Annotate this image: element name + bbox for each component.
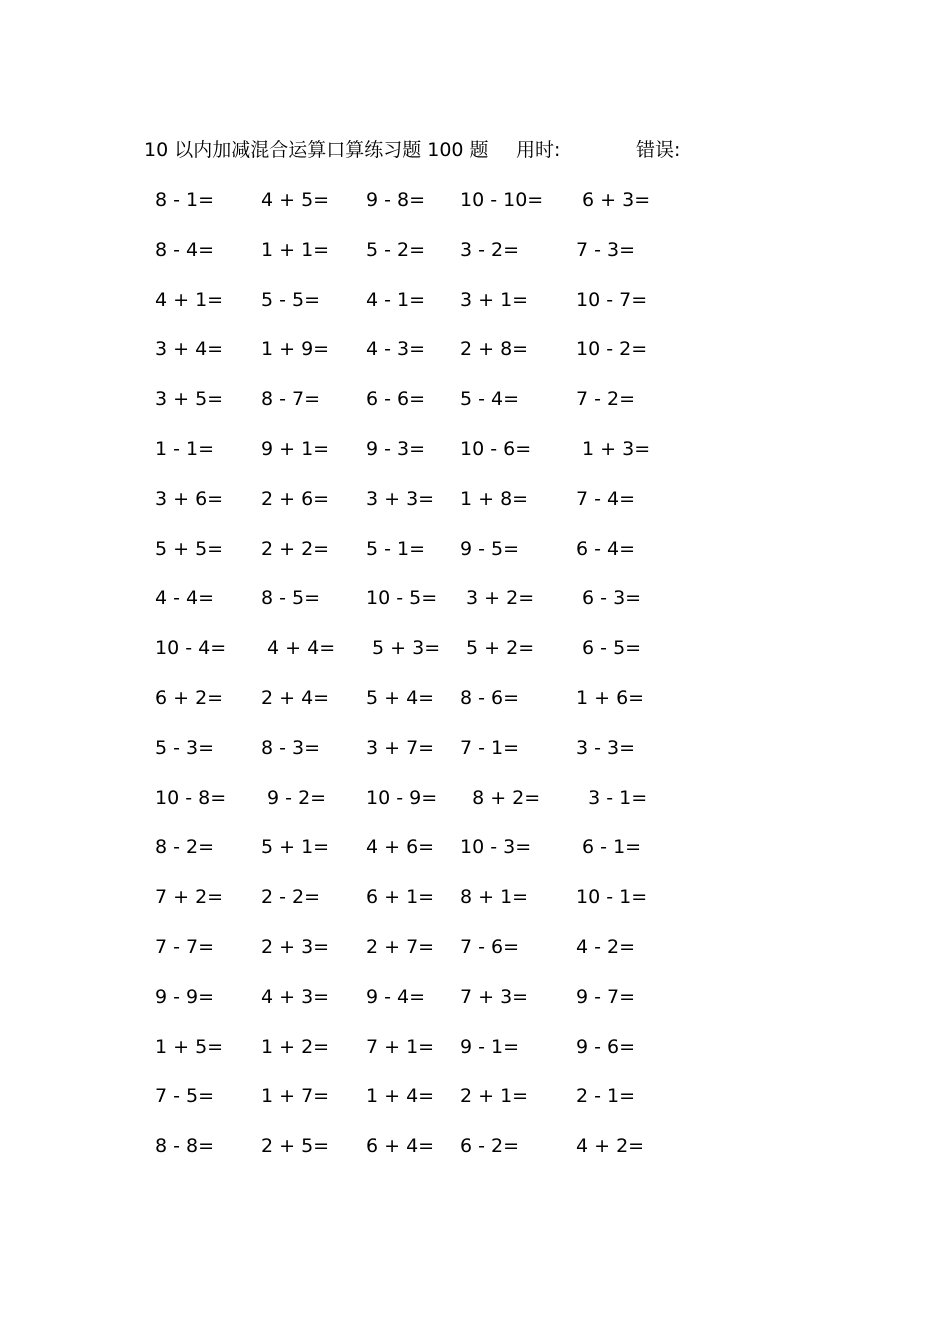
problem-row xyxy=(0,833,950,883)
arithmetic-problem: 7 + 2= xyxy=(155,886,224,909)
arithmetic-problem: 8 - 4= xyxy=(155,238,215,261)
arithmetic-problem: 10 - 7= xyxy=(576,288,648,311)
worksheet-title: 10 以内加减混合运算口算练习题 100 题 xyxy=(144,139,489,161)
problem-row xyxy=(0,485,950,535)
arithmetic-problem: 10 - 5= xyxy=(366,587,438,610)
problem-row xyxy=(0,335,950,385)
arithmetic-problem: 4 - 1= xyxy=(366,288,426,311)
arithmetic-problem: 2 + 5= xyxy=(261,1135,330,1158)
arithmetic-problem: 5 - 3= xyxy=(155,736,215,759)
problem-grid xyxy=(0,186,950,1182)
arithmetic-problem: 1 + 4= xyxy=(366,1085,435,1108)
arithmetic-problem: 9 - 4= xyxy=(366,985,426,1008)
arithmetic-problem: 1 + 7= xyxy=(261,1085,330,1108)
arithmetic-problem: 4 + 3= xyxy=(261,985,330,1008)
arithmetic-problem: 6 + 4= xyxy=(366,1135,435,1158)
arithmetic-problem: 5 + 2= xyxy=(460,637,535,660)
arithmetic-problem: 5 - 1= xyxy=(366,537,426,560)
arithmetic-problem: 3 - 1= xyxy=(576,786,648,809)
arithmetic-problem: 4 + 2= xyxy=(576,1135,645,1158)
problem-row xyxy=(0,933,950,983)
arithmetic-problem: 9 - 5= xyxy=(460,537,520,560)
arithmetic-problem: 10 - 6= xyxy=(460,437,532,460)
arithmetic-problem: 9 + 1= xyxy=(261,437,330,460)
arithmetic-problem: 8 - 1= xyxy=(155,189,215,211)
arithmetic-problem: 7 - 5= xyxy=(155,1085,215,1108)
problem-row xyxy=(0,435,950,485)
arithmetic-problem: 4 - 2= xyxy=(576,935,636,958)
arithmetic-problem: 7 - 2= xyxy=(576,388,636,411)
arithmetic-problem: 2 - 1= xyxy=(576,1085,636,1108)
arithmetic-problem: 7 - 3= xyxy=(576,238,636,261)
arithmetic-problem: 1 + 1= xyxy=(261,238,330,261)
arithmetic-problem: 3 - 2= xyxy=(460,238,520,261)
arithmetic-problem: 5 - 5= xyxy=(261,288,321,311)
arithmetic-problem: 10 - 1= xyxy=(576,886,648,909)
arithmetic-problem: 10 - 9= xyxy=(366,786,438,809)
arithmetic-problem: 9 - 1= xyxy=(460,1035,520,1058)
arithmetic-problem: 6 - 2= xyxy=(460,1135,520,1158)
arithmetic-problem: 5 + 4= xyxy=(366,686,435,709)
arithmetic-problem: 8 - 2= xyxy=(155,836,215,859)
problem-row xyxy=(0,535,950,585)
arithmetic-problem: 7 - 1= xyxy=(460,736,520,759)
arithmetic-problem: 6 - 1= xyxy=(576,836,642,859)
arithmetic-problem: 3 + 6= xyxy=(155,487,224,510)
arithmetic-problem: 8 - 6= xyxy=(460,686,520,709)
arithmetic-problem: 3 + 1= xyxy=(460,288,529,311)
problem-row xyxy=(0,1033,950,1083)
arithmetic-problem: 5 - 4= xyxy=(460,388,520,411)
problem-row xyxy=(0,286,950,336)
problem-row xyxy=(0,734,950,784)
arithmetic-problem: 2 + 8= xyxy=(460,338,529,361)
arithmetic-problem: 1 + 9= xyxy=(261,338,330,361)
arithmetic-problem: 4 - 4= xyxy=(155,587,215,610)
arithmetic-problem: 4 + 1= xyxy=(155,288,224,311)
arithmetic-problem: 2 + 2= xyxy=(261,537,330,560)
arithmetic-problem: 7 + 1= xyxy=(366,1035,435,1058)
arithmetic-problem: 9 - 3= xyxy=(366,437,426,460)
arithmetic-problem: 3 + 4= xyxy=(155,338,224,361)
arithmetic-problem: 9 - 9= xyxy=(155,985,215,1008)
arithmetic-problem: 7 - 7= xyxy=(155,935,215,958)
arithmetic-problem: 1 + 6= xyxy=(576,686,645,709)
problem-row xyxy=(0,584,950,634)
arithmetic-problem: 9 - 8= xyxy=(366,189,426,211)
arithmetic-problem: 10 - 4= xyxy=(155,637,227,660)
arithmetic-problem: 4 - 3= xyxy=(366,338,426,361)
error-count-label: 错误: xyxy=(636,139,681,161)
arithmetic-problem: 6 - 6= xyxy=(366,388,426,411)
arithmetic-problem: 8 - 5= xyxy=(261,587,321,610)
arithmetic-problem: 2 + 1= xyxy=(460,1085,529,1108)
problem-row xyxy=(0,784,950,834)
arithmetic-problem: 5 - 2= xyxy=(366,238,426,261)
problem-row xyxy=(0,634,950,684)
arithmetic-problem: 1 + 8= xyxy=(460,487,529,510)
time-used-label: 用时: xyxy=(516,139,561,161)
arithmetic-problem: 2 + 6= xyxy=(261,487,330,510)
arithmetic-problem: 10 - 2= xyxy=(576,338,648,361)
arithmetic-problem: 3 - 3= xyxy=(576,736,636,759)
problem-row xyxy=(0,1132,950,1182)
arithmetic-problem: 8 - 8= xyxy=(155,1135,215,1158)
arithmetic-problem: 3 + 3= xyxy=(366,487,435,510)
arithmetic-problem: 3 + 2= xyxy=(460,587,535,610)
arithmetic-problem: 7 - 4= xyxy=(576,487,636,510)
arithmetic-problem: 9 - 2= xyxy=(261,786,327,809)
arithmetic-problem: 10 - 3= xyxy=(460,836,532,859)
arithmetic-problem: 6 - 3= xyxy=(576,587,642,610)
arithmetic-problem: 6 - 5= xyxy=(576,637,642,660)
arithmetic-problem: 7 - 6= xyxy=(460,935,520,958)
arithmetic-problem: 10 - 8= xyxy=(155,786,227,809)
arithmetic-problem: 1 + 2= xyxy=(261,1035,330,1058)
arithmetic-problem: 2 - 2= xyxy=(261,886,321,909)
arithmetic-problem: 10 - 10= xyxy=(460,189,544,211)
arithmetic-problem: 2 + 3= xyxy=(261,935,330,958)
arithmetic-problem: 7 + 3= xyxy=(460,985,529,1008)
arithmetic-problem: 8 - 7= xyxy=(261,388,321,411)
problem-row xyxy=(0,684,950,734)
problem-row xyxy=(0,983,950,1033)
problem-row xyxy=(0,186,950,236)
arithmetic-problem: 5 + 3= xyxy=(366,637,441,660)
arithmetic-problem: 6 + 2= xyxy=(155,686,224,709)
arithmetic-problem: 4 + 6= xyxy=(366,836,435,859)
arithmetic-problem: 8 + 1= xyxy=(460,886,529,909)
arithmetic-problem: 1 - 1= xyxy=(155,437,215,460)
arithmetic-problem: 3 + 7= xyxy=(366,736,435,759)
arithmetic-problem: 4 + 5= xyxy=(261,189,330,211)
arithmetic-problem: 2 + 7= xyxy=(366,935,435,958)
arithmetic-problem: 8 + 2= xyxy=(460,786,541,809)
problem-row xyxy=(0,385,950,435)
arithmetic-problem: 3 + 5= xyxy=(155,388,224,411)
problem-row xyxy=(0,883,950,933)
problem-row xyxy=(0,236,950,286)
arithmetic-problem: 1 + 5= xyxy=(155,1035,224,1058)
arithmetic-problem: 1 + 3= xyxy=(576,437,651,460)
arithmetic-problem: 9 - 7= xyxy=(576,985,636,1008)
arithmetic-problem: 8 - 3= xyxy=(261,736,321,759)
arithmetic-problem: 6 + 3= xyxy=(576,189,651,211)
arithmetic-problem: 5 + 1= xyxy=(261,836,330,859)
problem-row xyxy=(0,1082,950,1132)
arithmetic-problem: 4 + 4= xyxy=(261,637,336,660)
arithmetic-problem: 6 - 4= xyxy=(576,537,636,560)
arithmetic-problem: 6 + 1= xyxy=(366,886,435,909)
arithmetic-problem: 5 + 5= xyxy=(155,537,224,560)
arithmetic-problem: 9 - 6= xyxy=(576,1035,636,1058)
arithmetic-problem: 2 + 4= xyxy=(261,686,330,709)
